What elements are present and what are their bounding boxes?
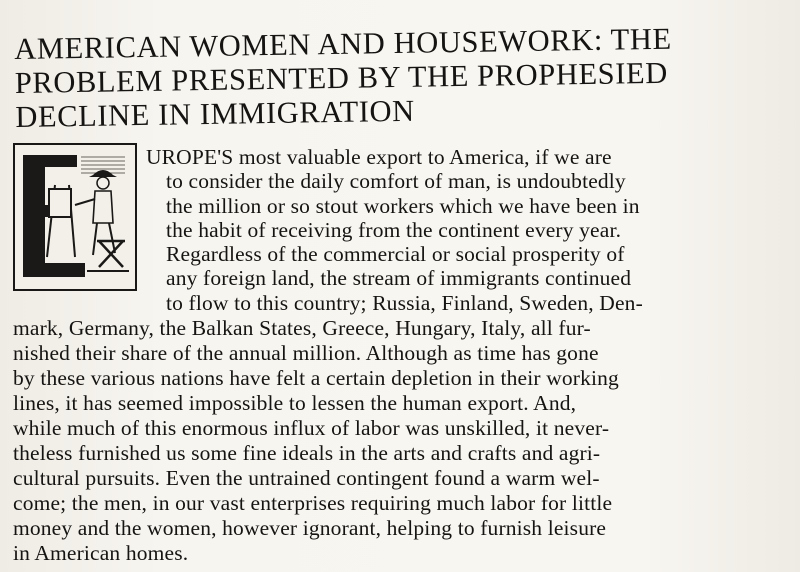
- body-text-line: theless furnished us some fine ideals in the arts and crafts and agri-: [13, 441, 601, 465]
- drop-cap-illustration: [13, 143, 137, 291]
- body-text-line: nished their share of the annual million. Although as time has gone: [13, 341, 599, 365]
- headline-line: PROBLEM PRESENTED BY THE PROPHESIED: [14, 55, 669, 100]
- body-text-line: come; the men, in our vast enterprises requiring much labor for little: [13, 491, 613, 515]
- body-text-line: UROPE'S most valuable export to America, if we are: [146, 145, 612, 169]
- body-text-line: Regardless of the commercial or social prosperity of: [166, 242, 625, 266]
- body-text-line: cultural pursuits. Even the untrained contingent found a warm wel-: [13, 466, 600, 490]
- body-text-line: lines, it has seemed impossible to lessen the human export. And,: [13, 391, 577, 415]
- headline-line: AMERICAN WOMEN AND HOUSEWORK: THE: [14, 21, 672, 66]
- body-text-line: while much of this enormous influx of labor was unskilled, it never-: [13, 416, 610, 440]
- body-text-line: to consider the daily comfort of man, is undoubtedly: [166, 169, 626, 193]
- body-text-line: the habit of receiving from the continent every year.: [166, 218, 622, 242]
- body-text-line: any foreign land, the stream of immigrants continued: [166, 266, 632, 290]
- article-headline: [14, 20, 796, 134]
- body-text-line: by these various nations have felt a certain depletion in their working: [13, 366, 619, 390]
- body-text-line: in American homes.: [13, 541, 189, 565]
- headline-line: DECLINE IN IMMIGRATION: [15, 93, 416, 134]
- body-text-line: money and the women, however ignorant, helping to furnish leisure: [13, 516, 607, 540]
- drop-cap-letter-e-icon: [15, 145, 135, 289]
- body-text-line: the million or so stout workers which we have been in: [166, 194, 640, 218]
- body-text-line: to flow to this country; Russia, Finland, Sweden, Den-: [166, 291, 643, 315]
- body-text-line: mark, Germany, the Balkan States, Greece, Hungary, Italy, all fur-: [13, 316, 591, 340]
